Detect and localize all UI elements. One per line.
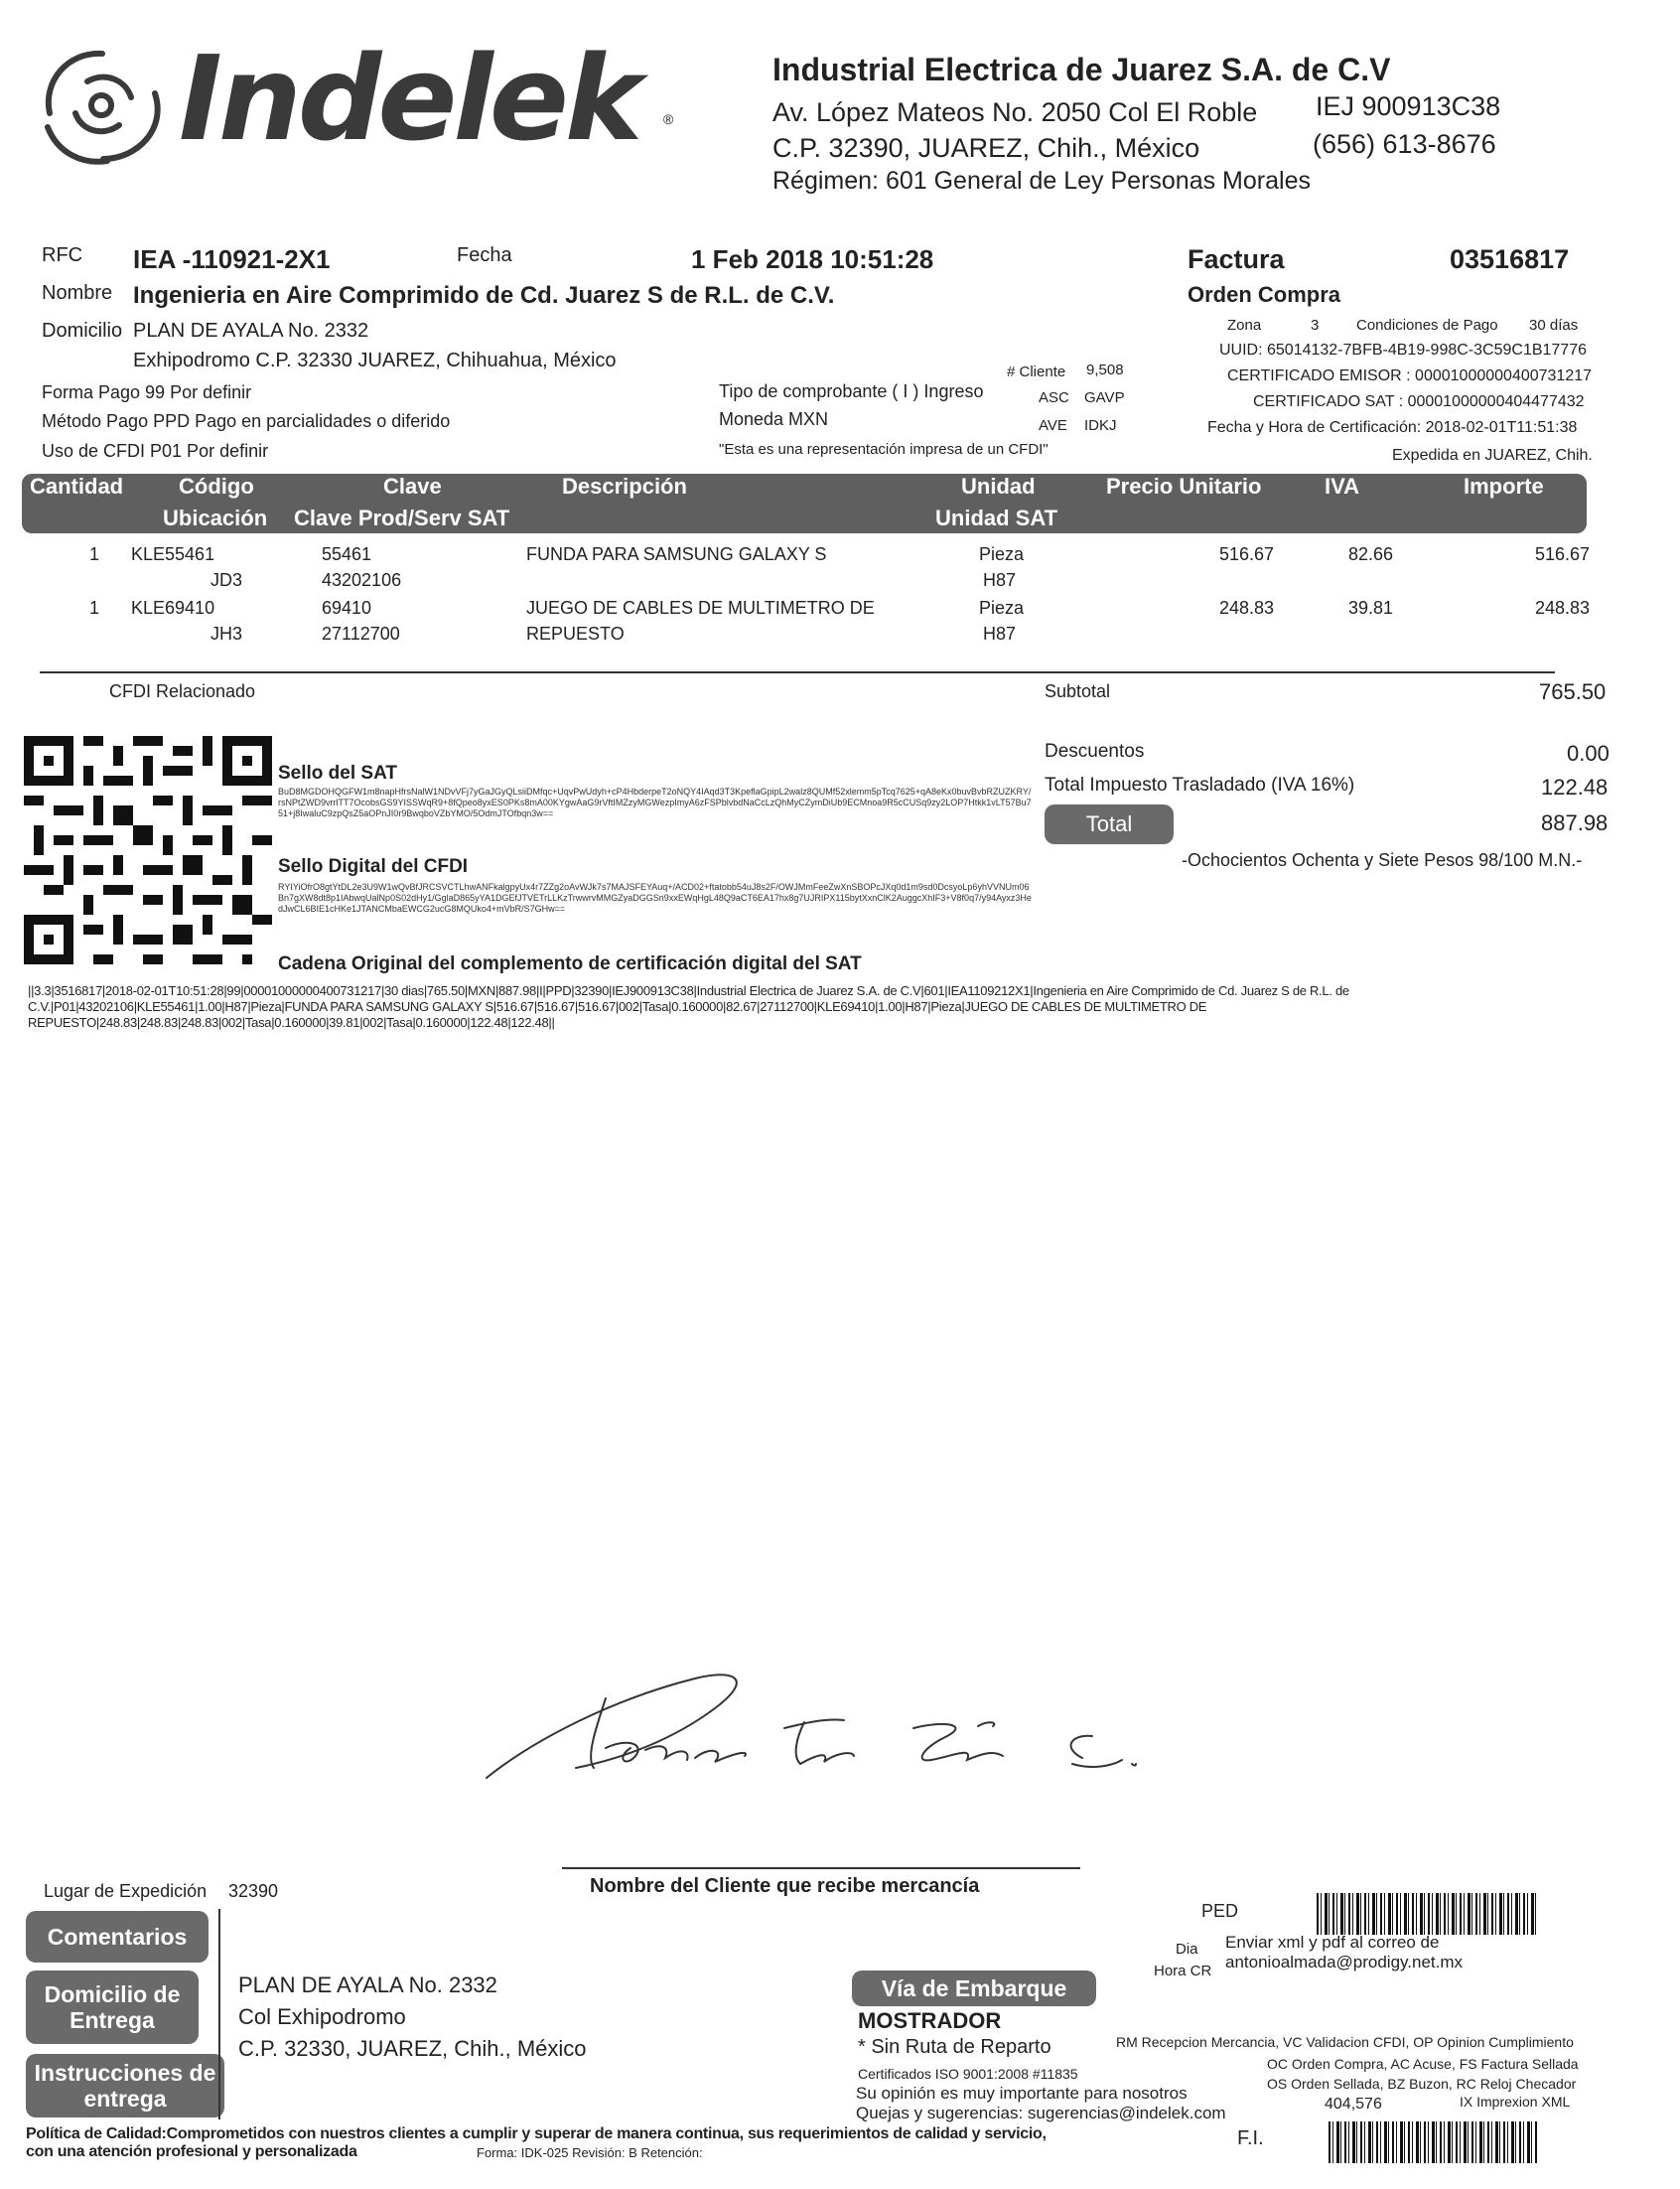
registered-mark: ® bbox=[663, 111, 674, 127]
row-cantidad: 1 bbox=[89, 598, 100, 618]
row-descripcion: FUNDA PARA SAMSUNG GALAXY S bbox=[526, 544, 827, 564]
company-address-line2: C.P. 32390, JUAREZ, Chih., México bbox=[772, 133, 1200, 163]
company-rfc: IEJ 900913C38 bbox=[1316, 91, 1501, 121]
row-precio: 516.67 bbox=[1219, 544, 1275, 564]
row-importe: 248.83 bbox=[1535, 598, 1591, 618]
col-codigo: Código bbox=[179, 474, 254, 499]
col-unidad-sat: Unidad SAT bbox=[935, 506, 1058, 530]
condiciones-value: 30 días bbox=[1529, 317, 1579, 334]
table-bottom-divider bbox=[40, 671, 1555, 673]
row-unidad-sat: H87 bbox=[983, 624, 1017, 644]
col-importe: Importe bbox=[1464, 474, 1544, 499]
certificados-iso: Certificados ISO 9001:2008 #11835 bbox=[858, 2066, 1078, 2082]
sello-sat-value: BuD8MGDOHQGFW1m8napHfrsNalW1NDvVFj7yGaJGyQLsiiDMfqc+UqvPwUdyh+cP4HbderpeT2oNQY4IAqd3T3KpeflaGpipL2walz8QUMf52xlemm5pTcq7625+qA8eKx0buvBvbRZUZKRY/rsNPtZWD9vrrlTT7OcobsGS9YISSWqR9+8fQpeo8yxES0PKs8mA00KYgwAaG9rVftIMZzyMGWezpImyA6zFSPblvbdNaCcLzQhMyCZymDiUb9ECMnoa9R5cCUSq9zy2LOP7Htkk1vLT57Bu751+j8IwaluC9zpQsZ5aOPnJI0r9BwqboVZbYMO/5OdmJTOfbqn3w== bbox=[278, 787, 1032, 818]
row-importe: 516.67 bbox=[1535, 544, 1591, 564]
lugar-expedicion-label: Lugar de Expedición bbox=[44, 1881, 208, 1901]
sello-cfdi-value: RYIYiOfrO8gtYtDL2e3U9W1wQvBfJRCSVCTLhwANFkalgpyUx4r7ZZg2oAvWJk7s7MAJSFEYAuq+/ACD02+ftatobb54uJ8s2F/OWJMmFeeZwXnSBOPcJXq0d1m9sd0DcsyoLp6yhVVNUm06Bn7gXW8dt8p1IAbwqUalNp0S02dHy1/GglaD865yYA1DGEfJTVETrLLKzTrwwrvMMGZyaDGGSn9xxEWqHgL48Q9aCT6EA17hx8g7UJRIPX115bytXxnClK2AuggcXhIF3+V8f0q7/y94Ayxz3HedJwCL6BIE1cHKe1JTANCMbaEWCG2ucG8MQUko4+mVbR/S7GHw== bbox=[278, 882, 1032, 914]
codes-legend-number: 404,576 bbox=[1325, 2096, 1382, 2113]
descuentos-value: 0.00 bbox=[1567, 741, 1610, 766]
nombre-cliente-label: Nombre del Cliente que recibe mercancía bbox=[590, 1875, 980, 1897]
row-unidad: Pieza bbox=[979, 544, 1025, 564]
mostrador-text: MOSTRADOR bbox=[858, 2008, 1002, 2033]
subtotal-value: 765.50 bbox=[1539, 679, 1607, 704]
certificado-emisor: CERTIFICADO EMISOR : 00001000000400731217 bbox=[1227, 367, 1593, 384]
sello-cfdi-label: Sello Digital del CFDI bbox=[278, 856, 469, 877]
ave-value: IDKJ bbox=[1084, 417, 1117, 434]
total-value: 887.98 bbox=[1541, 810, 1609, 835]
col-descripcion: Descripción bbox=[562, 474, 687, 499]
lugar-expedicion-value: 32390 bbox=[228, 1881, 279, 1901]
hora-label: Hora CR bbox=[1154, 1963, 1212, 1979]
company-phone: (656) 613-8676 bbox=[1313, 129, 1496, 159]
items-table-header bbox=[22, 474, 1587, 533]
row-ubicacion: JH3 bbox=[210, 624, 243, 644]
uuid: UUID: 65014132-7BFB-4B19-998C-3C59C1B17776 bbox=[1219, 342, 1587, 359]
ped-barcode bbox=[1317, 1893, 1537, 1935]
enviar-correo-line2: antonioalmada@prodigy.net.mx bbox=[1225, 1953, 1464, 1971]
factura-label: Factura bbox=[1188, 244, 1285, 274]
cfdi-relacionado-label: CFDI Relacionado bbox=[109, 681, 256, 701]
codes-legend-3: OS Orden Sellada, BZ Buzon, RC Reloj Checador bbox=[1267, 2076, 1577, 2092]
domicilio-entrega-label: Domicilio de Entrega bbox=[26, 1970, 199, 2044]
fecha-certificacion: Fecha y Hora de Certificación: 2018-02-01T11:51:38 bbox=[1207, 419, 1578, 436]
asc-value: GAVP bbox=[1084, 389, 1125, 406]
row-unidad: Pieza bbox=[979, 598, 1025, 618]
customer-signature bbox=[477, 1639, 1172, 1798]
total-en-letra: -Ochocientos Ochenta y Siete Pesos 98/100 M.N.- bbox=[1182, 850, 1583, 870]
company-regimen: Régimen: 601 General de Ley Personas Morales bbox=[772, 167, 1311, 195]
company-name: Industrial Electrica de Juarez S.A. de C.V bbox=[772, 52, 1391, 87]
company-logo: Indelek bbox=[179, 30, 639, 167]
sello-sat-label: Sello del SAT bbox=[278, 763, 398, 784]
condiciones-label: Condiciones de Pago bbox=[1356, 317, 1498, 334]
row-iva: 82.66 bbox=[1348, 544, 1394, 564]
zona-value: 3 bbox=[1311, 317, 1320, 334]
subtotal-label: Subtotal bbox=[1045, 681, 1111, 701]
row-ubicacion: JD3 bbox=[210, 570, 243, 590]
asc-label: ASC bbox=[1039, 389, 1069, 406]
row-clave-prod: 27112700 bbox=[322, 624, 400, 644]
col-precio-unitario: Precio Unitario bbox=[1106, 474, 1262, 499]
rfc-label: RFC bbox=[42, 244, 83, 266]
comentarios-label: Comentarios bbox=[26, 1911, 209, 1963]
metodo-pago: Método Pago PPD Pago en parcialidades o diferido bbox=[42, 411, 451, 431]
cadena-original-line2: C.V.|P01|43202106|KLE55461|1.00|H87|Pieza|FUNDA PARA SAMSUNG GALAXY S|516.67|516.67|516.67|002|Tasa|0.160000|82.67|27112700|KLE69410|1.00|H87|Pieza|JUEGO DE CABLES DE MULTIMETRO DE bbox=[28, 999, 1207, 1014]
row-clave: 69410 bbox=[322, 598, 372, 618]
uso-cfdi: Uso de CFDI P01 Por definir bbox=[42, 441, 269, 461]
cadena-original-label: Cadena Original del complemento de certificación digital del SAT bbox=[278, 953, 862, 974]
client-address-line2: Exhipodromo C.P. 32330 JUAREZ, Chihuahua, México bbox=[133, 350, 617, 371]
cfdi-representation-note: "Esta es una representación impresa de un CFDI" bbox=[719, 441, 1049, 458]
row-unidad-sat: H87 bbox=[983, 570, 1017, 590]
client-address-line1: PLAN DE AYALA No. 2332 bbox=[133, 320, 369, 342]
indelek-logo-mark bbox=[28, 42, 177, 171]
factura-number: 03516817 bbox=[1450, 244, 1570, 274]
footer-vertical-divider bbox=[218, 1909, 220, 2119]
opinion-text: Su opinión es muy importante para nosotros bbox=[856, 2084, 1188, 2103]
dia-label: Dia bbox=[1176, 1941, 1198, 1958]
col-cantidad: Cantidad bbox=[30, 474, 124, 499]
entrega-address-line3: C.P. 32330, JUAREZ, Chih., México bbox=[238, 2036, 587, 2061]
politica-calidad-line1: Política de Calidad:Comprometidos con nuestros clientes a cumplir y superar de manera continua, sus requerimientos de calidad y servicio, bbox=[26, 2125, 1047, 2142]
enviar-correo-line1: Enviar xml y pdf al correo de bbox=[1225, 1933, 1440, 1952]
instrucciones-entrega-label: Instrucciones de entrega bbox=[26, 2054, 224, 2117]
descuentos-label: Descuentos bbox=[1045, 741, 1145, 762]
total-label: Total bbox=[1045, 804, 1174, 844]
fecha-label: Fecha bbox=[457, 244, 512, 266]
nombre-label: Nombre bbox=[42, 282, 113, 304]
row-descripcion-line2: REPUESTO bbox=[526, 624, 625, 644]
impuesto-label: Total Impuesto Trasladado (IVA 16%) bbox=[1045, 775, 1355, 796]
col-unidad: Unidad bbox=[961, 474, 1036, 499]
col-ubicacion: Ubicación bbox=[163, 506, 268, 530]
codes-legend-1: RM Recepcion Mercancia, VC Validacion CFDI, OP Opinion Cumplimiento bbox=[1116, 2034, 1574, 2050]
moneda: Moneda MXN bbox=[719, 409, 829, 429]
fi-label: F.I. bbox=[1237, 2127, 1264, 2149]
certificado-sat: CERTIFICADO SAT : 00001000000404477432 bbox=[1253, 393, 1585, 410]
row-clave-prod: 43202106 bbox=[322, 570, 402, 590]
forma-revision: Forma: IDK-025 Revisión: B Retención: bbox=[477, 2145, 703, 2160]
cadena-original-line3: REPUESTO|248.83|248.83|248.83|002|Tasa|0.160000|39.81|002|Tasa|0.160000|122.48|122.48|| bbox=[28, 1015, 555, 1030]
quejas-text: Quejas y sugerencias: sugerencias@indelek.com bbox=[856, 2104, 1226, 2122]
cliente-label: # Cliente bbox=[1007, 364, 1066, 380]
row-clave: 55461 bbox=[322, 544, 372, 564]
entrega-address-line2: Col Exhipodromo bbox=[238, 2004, 406, 2029]
expedida-en: Expedida en JUAREZ, Chih. bbox=[1392, 447, 1593, 464]
fi-barcode bbox=[1329, 2121, 1539, 2163]
row-codigo: KLE69410 bbox=[131, 598, 215, 618]
row-codigo: KLE55461 bbox=[131, 544, 215, 564]
impuesto-value: 122.48 bbox=[1541, 775, 1609, 800]
signature-line bbox=[562, 1867, 1080, 1869]
ave-label: AVE bbox=[1039, 417, 1067, 434]
forma-pago: Forma Pago 99 Por definir bbox=[42, 382, 252, 402]
domicilio-label: Domicilio bbox=[42, 320, 123, 342]
qr-code bbox=[24, 735, 272, 965]
invoice-date: 1 Feb 2018 10:51:28 bbox=[691, 244, 934, 274]
via-embarque-label: Vía de Embarque bbox=[852, 1970, 1096, 2006]
codes-legend-4: IX Imprexion XML bbox=[1460, 2094, 1571, 2110]
sin-ruta-text: * Sin Ruta de Reparto bbox=[858, 2036, 1051, 2058]
col-iva: IVA bbox=[1325, 474, 1360, 499]
row-iva: 39.81 bbox=[1348, 598, 1394, 618]
row-cantidad: 1 bbox=[89, 544, 100, 564]
col-clave-prod-serv: Clave Prod/Serv SAT bbox=[294, 506, 510, 530]
row-precio: 248.83 bbox=[1219, 598, 1275, 618]
politica-calidad-line2: con una atención profesional y personalizada bbox=[26, 2143, 357, 2160]
ped-label: PED bbox=[1201, 1901, 1239, 1921]
codes-legend-2: OC Orden Compra, AC Acuse, FS Factura Sellada bbox=[1267, 2056, 1579, 2072]
zona-label: Zona bbox=[1227, 317, 1262, 334]
client-rfc: IEA -110921-2X1 bbox=[133, 244, 331, 274]
company-address-line1: Av. López Mateos No. 2050 Col El Roble bbox=[772, 97, 1258, 127]
tipo-comprobante: Tipo de comprobante ( I ) Ingreso bbox=[719, 381, 984, 401]
col-clave: Clave bbox=[383, 474, 442, 499]
cliente-number: 9,508 bbox=[1086, 362, 1124, 378]
entrega-address-line1: PLAN DE AYALA No. 2332 bbox=[238, 1972, 497, 1997]
orden-compra-label: Orden Compra bbox=[1188, 282, 1341, 307]
row-descripcion: JUEGO DE CABLES DE MULTIMETRO DE bbox=[526, 598, 875, 618]
client-name: Ingenieria en Aire Comprimido de Cd. Juarez S de R.L. de C.V. bbox=[133, 282, 835, 309]
cadena-original-line1: ||3.3|3516817|2018-02-01T10:51:28|99|00001000000400731217|30 dias|765.50|MXN|887.98|I|PPD|32390|IEJ900913C38|Industrial Electrica de Juarez S.A. de C.V|601|IEA1109212X1|Ingenieria en Aire Comprimido de Cd. Juarez S de R.L. de bbox=[28, 983, 1349, 998]
